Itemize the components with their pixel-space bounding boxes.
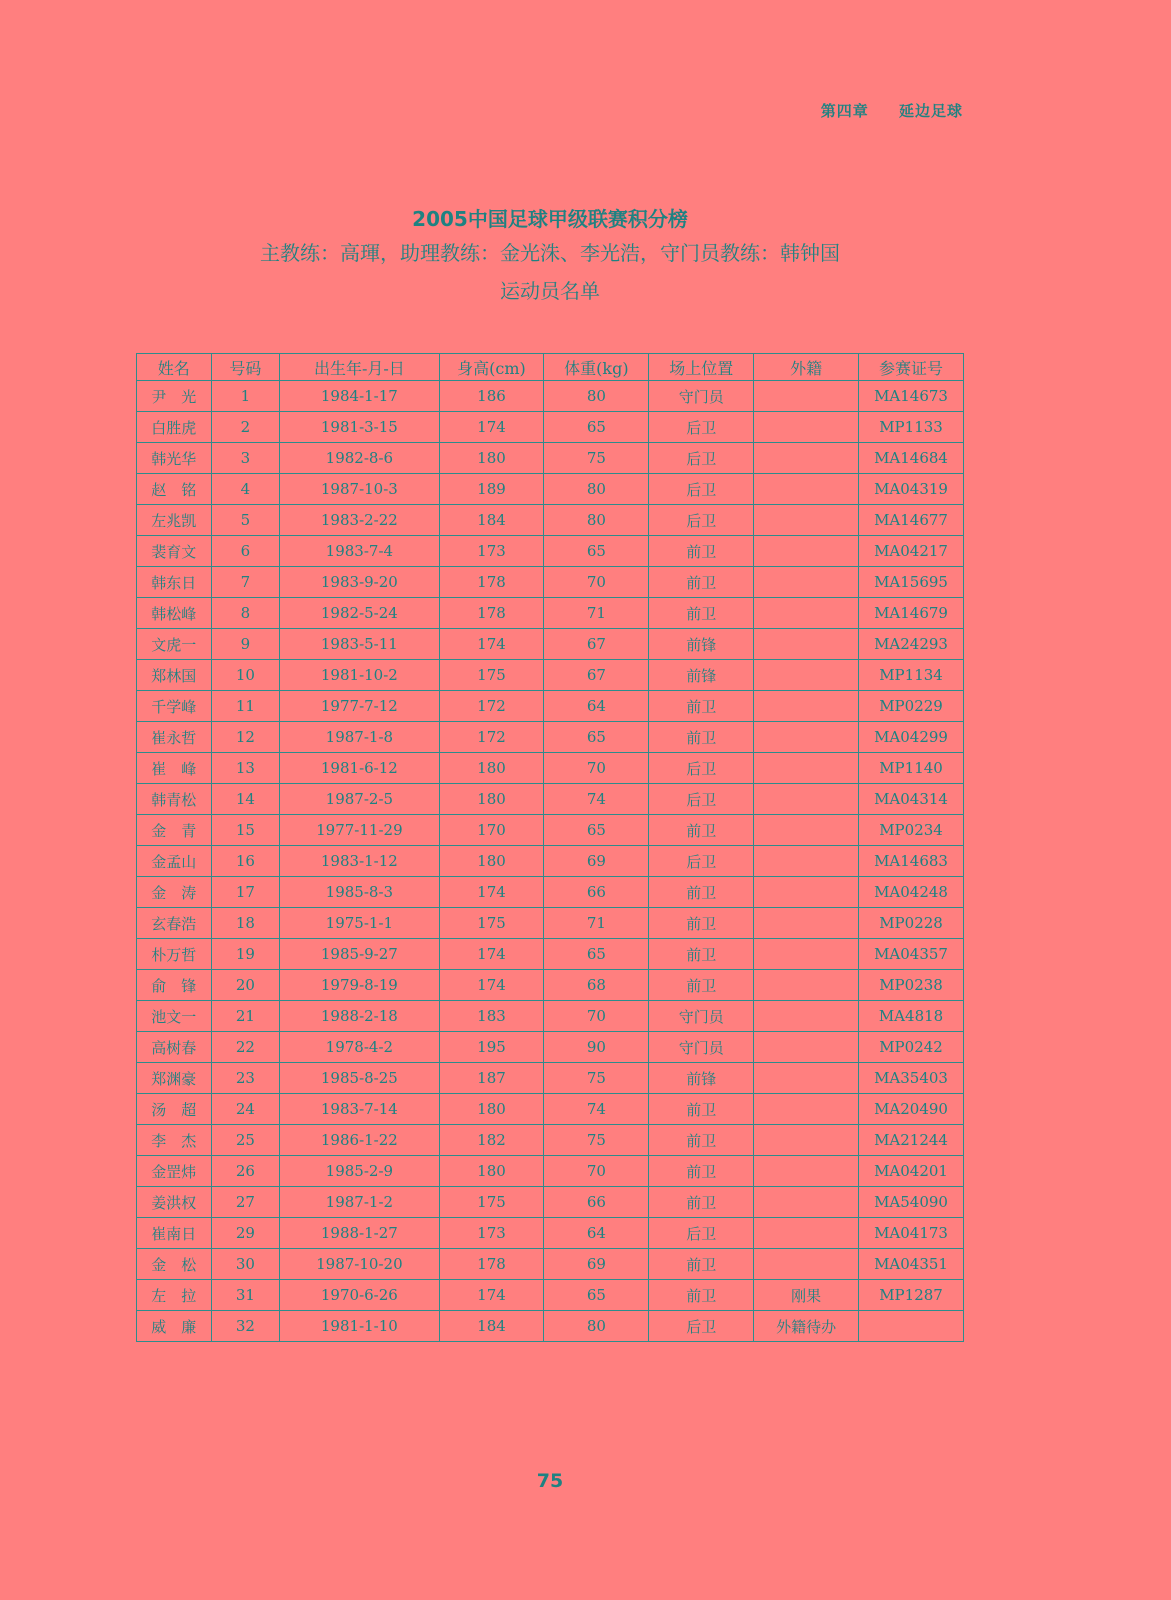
weight-cell: 70 <box>544 1001 649 1032</box>
weight-cell: 65 <box>544 412 649 443</box>
registration-number-cell: MA14684 <box>859 443 964 474</box>
weight-cell: 70 <box>544 1156 649 1187</box>
weight-cell: 65 <box>544 1280 649 1311</box>
player-number-cell: 9 <box>211 629 280 660</box>
table-row <box>137 381 964 412</box>
player-name-cell: 文虎一 <box>137 629 212 660</box>
nationality-cell <box>754 753 859 784</box>
birth-date-cell: 1987-1-8 <box>280 722 439 753</box>
position-cell: 后卫 <box>649 1218 754 1249</box>
height-cell: 180 <box>439 1094 544 1125</box>
birth-date-cell: 1985-2-9 <box>280 1156 439 1187</box>
height-cell: 174 <box>439 629 544 660</box>
player-number-cell: 32 <box>211 1311 280 1342</box>
player-name-cell: 汤 超 <box>137 1094 212 1125</box>
birth-date-cell: 1988-1-27 <box>280 1218 439 1249</box>
height-cell: 180 <box>439 443 544 474</box>
position-cell: 前卫 <box>649 877 754 908</box>
registration-number-cell: MP1140 <box>859 753 964 784</box>
position-cell: 后卫 <box>649 753 754 784</box>
table-row <box>137 660 964 691</box>
player-number-cell: 4 <box>211 474 280 505</box>
birth-date-cell: 1977-7-12 <box>280 691 439 722</box>
table-row <box>137 722 964 753</box>
weight-cell: 66 <box>544 1187 649 1218</box>
weight-cell: 70 <box>544 567 649 598</box>
registration-number-cell: MP0229 <box>859 691 964 722</box>
height-cell: 175 <box>439 908 544 939</box>
position-cell: 前卫 <box>649 722 754 753</box>
roster-table <box>136 353 964 1342</box>
nationality-cell: 外籍待办 <box>754 1311 859 1342</box>
player-number-cell: 15 <box>211 815 280 846</box>
height-cell: 174 <box>439 412 544 443</box>
coaches-line: 主教练：高琿，助理教练：金光洙、李光浩，守门员教练：韩钟国 <box>260 241 840 265</box>
height-cell: 173 <box>439 536 544 567</box>
registration-number-cell: MA21244 <box>859 1125 964 1156</box>
table-row <box>137 1187 964 1218</box>
table-row <box>137 939 964 970</box>
player-name-cell: 郑渊豪 <box>137 1063 212 1094</box>
table-row <box>137 598 964 629</box>
col-header-name: 姓名 <box>137 354 212 381</box>
registration-number-cell: MP1134 <box>859 660 964 691</box>
player-number-cell: 20 <box>211 970 280 1001</box>
col-header-number: 号码 <box>211 354 280 381</box>
col-header-position: 场上位置 <box>649 354 754 381</box>
height-cell: 184 <box>439 505 544 536</box>
height-cell: 189 <box>439 474 544 505</box>
player-name-cell: 高树春 <box>137 1032 212 1063</box>
weight-cell: 71 <box>544 598 649 629</box>
registration-number-cell: MA04217 <box>859 536 964 567</box>
position-cell: 后卫 <box>649 505 754 536</box>
position-cell: 后卫 <box>649 1311 754 1342</box>
table-row <box>137 784 964 815</box>
position-cell: 前卫 <box>649 939 754 970</box>
height-cell: 195 <box>439 1032 544 1063</box>
birth-date-cell: 1981-6-12 <box>280 753 439 784</box>
player-name-cell: 姜洪权 <box>137 1187 212 1218</box>
player-number-cell: 31 <box>211 1280 280 1311</box>
weight-cell: 80 <box>544 505 649 536</box>
table-row <box>137 536 964 567</box>
position-cell: 后卫 <box>649 784 754 815</box>
birth-date-cell: 1983-7-14 <box>280 1094 439 1125</box>
height-cell: 180 <box>439 753 544 784</box>
nationality-cell <box>754 1218 859 1249</box>
weight-cell: 90 <box>544 1032 649 1063</box>
registration-number-cell: MA04351 <box>859 1249 964 1280</box>
birth-date-cell: 1981-10-2 <box>280 660 439 691</box>
weight-cell: 69 <box>544 846 649 877</box>
player-name-cell: 金孟山 <box>137 846 212 877</box>
nationality-cell <box>754 1094 859 1125</box>
position-cell: 前卫 <box>649 1249 754 1280</box>
chapter-label: 第四章 <box>820 102 869 120</box>
position-cell: 前卫 <box>649 1156 754 1187</box>
nationality-cell <box>754 908 859 939</box>
height-cell: 184 <box>439 1311 544 1342</box>
table-row <box>137 1249 964 1280</box>
weight-cell: 69 <box>544 1249 649 1280</box>
player-number-cell: 2 <box>211 412 280 443</box>
player-number-cell: 21 <box>211 1001 280 1032</box>
table-row <box>137 877 964 908</box>
position-cell: 前锋 <box>649 629 754 660</box>
birth-date-cell: 1981-1-10 <box>280 1311 439 1342</box>
player-name-cell: 金 青 <box>137 815 212 846</box>
table-row <box>137 412 964 443</box>
roster-title: 运动员名单 <box>500 279 600 303</box>
position-cell: 后卫 <box>649 846 754 877</box>
height-cell: 178 <box>439 567 544 598</box>
position-cell: 前锋 <box>649 660 754 691</box>
registration-number-cell <box>859 1311 964 1342</box>
weight-cell: 71 <box>544 908 649 939</box>
table-row <box>137 1063 964 1094</box>
player-number-cell: 25 <box>211 1125 280 1156</box>
table-row <box>137 443 964 474</box>
position-cell: 前卫 <box>649 815 754 846</box>
weight-cell: 64 <box>544 1218 649 1249</box>
nationality-cell <box>754 1249 859 1280</box>
birth-date-cell: 1987-10-3 <box>280 474 439 505</box>
weight-cell: 74 <box>544 784 649 815</box>
weight-cell: 70 <box>544 753 649 784</box>
height-cell: 173 <box>439 1218 544 1249</box>
col-header-registration: 参赛证号 <box>859 354 964 381</box>
height-cell: 183 <box>439 1001 544 1032</box>
col-header-nationality: 外籍 <box>754 354 859 381</box>
table-row <box>137 1125 964 1156</box>
col-header-birthdate: 出生年-月-日 <box>280 354 439 381</box>
weight-cell: 66 <box>544 877 649 908</box>
birth-date-cell: 1981-3-15 <box>280 412 439 443</box>
player-number-cell: 18 <box>211 908 280 939</box>
height-cell: 172 <box>439 722 544 753</box>
player-name-cell: 千学峰 <box>137 691 212 722</box>
player-number-cell: 10 <box>211 660 280 691</box>
birth-date-cell: 1983-5-11 <box>280 629 439 660</box>
birth-date-cell: 1985-8-25 <box>280 1063 439 1094</box>
weight-cell: 80 <box>544 474 649 505</box>
table-row <box>137 1001 964 1032</box>
position-cell: 后卫 <box>649 443 754 474</box>
nationality-cell <box>754 784 859 815</box>
player-number-cell: 24 <box>211 1094 280 1125</box>
table-row <box>137 691 964 722</box>
birth-date-cell: 1975-1-1 <box>280 908 439 939</box>
position-cell: 守门员 <box>649 381 754 412</box>
registration-number-cell: MA35403 <box>859 1063 964 1094</box>
nationality-cell <box>754 1187 859 1218</box>
nationality-cell <box>754 660 859 691</box>
height-cell: 175 <box>439 660 544 691</box>
player-name-cell: 金 涛 <box>137 877 212 908</box>
player-number-cell: 11 <box>211 691 280 722</box>
position-cell: 前卫 <box>649 970 754 1001</box>
height-cell: 174 <box>439 970 544 1001</box>
weight-cell: 75 <box>544 443 649 474</box>
registration-number-cell: MA14683 <box>859 846 964 877</box>
player-name-cell: 金罡炜 <box>137 1156 212 1187</box>
table-row <box>137 1094 964 1125</box>
player-name-cell: 崔永哲 <box>137 722 212 753</box>
player-name-cell: 金 松 <box>137 1249 212 1280</box>
registration-number-cell: MA04314 <box>859 784 964 815</box>
birth-date-cell: 1985-8-3 <box>280 877 439 908</box>
height-cell: 178 <box>439 1249 544 1280</box>
birth-date-cell: 1983-1-12 <box>280 846 439 877</box>
table-row <box>137 970 964 1001</box>
birth-date-cell: 1978-4-2 <box>280 1032 439 1063</box>
birth-date-cell: 1988-2-18 <box>280 1001 439 1032</box>
weight-cell: 65 <box>544 722 649 753</box>
nationality-cell <box>754 722 859 753</box>
height-cell: 180 <box>439 846 544 877</box>
table-row <box>137 908 964 939</box>
registration-number-cell: MP0234 <box>859 815 964 846</box>
nationality-cell <box>754 412 859 443</box>
registration-number-cell: MP0242 <box>859 1032 964 1063</box>
player-number-cell: 26 <box>211 1156 280 1187</box>
table-row <box>137 567 964 598</box>
nationality-cell <box>754 939 859 970</box>
registration-number-cell: MA54090 <box>859 1187 964 1218</box>
registration-number-cell: MA24293 <box>859 629 964 660</box>
birth-date-cell: 1983-9-20 <box>280 567 439 598</box>
nationality-cell <box>754 1063 859 1094</box>
page-number: 75 <box>536 1470 564 1492</box>
table-row <box>137 815 964 846</box>
nationality-cell <box>754 1156 859 1187</box>
height-cell: 174 <box>439 1280 544 1311</box>
table-row <box>137 1218 964 1249</box>
weight-cell: 67 <box>544 629 649 660</box>
position-cell: 前卫 <box>649 536 754 567</box>
registration-number-cell: MA20490 <box>859 1094 964 1125</box>
table-row <box>137 1156 964 1187</box>
registration-number-cell: MA04299 <box>859 722 964 753</box>
height-cell: 175 <box>439 1187 544 1218</box>
birth-date-cell: 1977-11-29 <box>280 815 439 846</box>
player-name-cell: 韩东日 <box>137 567 212 598</box>
player-number-cell: 30 <box>211 1249 280 1280</box>
player-number-cell: 27 <box>211 1187 280 1218</box>
player-name-cell: 崔 峰 <box>137 753 212 784</box>
weight-cell: 75 <box>544 1063 649 1094</box>
nationality-cell <box>754 1001 859 1032</box>
weight-cell: 65 <box>544 536 649 567</box>
position-cell: 前卫 <box>649 598 754 629</box>
birth-date-cell: 1987-10-20 <box>280 1249 439 1280</box>
position-cell: 前卫 <box>649 1280 754 1311</box>
player-number-cell: 8 <box>211 598 280 629</box>
position-cell: 后卫 <box>649 412 754 443</box>
weight-cell: 64 <box>544 691 649 722</box>
weight-cell: 68 <box>544 970 649 1001</box>
player-number-cell: 7 <box>211 567 280 598</box>
weight-cell: 80 <box>544 1311 649 1342</box>
weight-cell: 65 <box>544 815 649 846</box>
player-name-cell: 左 拉 <box>137 1280 212 1311</box>
nationality-cell <box>754 443 859 474</box>
page-title: 2005中国足球甲级联赛积分榜 <box>412 207 688 231</box>
player-name-cell: 裴育文 <box>137 536 212 567</box>
position-cell: 前卫 <box>649 691 754 722</box>
birth-date-cell: 1982-8-6 <box>280 443 439 474</box>
registration-number-cell: MA14673 <box>859 381 964 412</box>
player-number-cell: 16 <box>211 846 280 877</box>
height-cell: 180 <box>439 784 544 815</box>
weight-cell: 74 <box>544 1094 649 1125</box>
nationality-cell <box>754 536 859 567</box>
player-name-cell: 韩光华 <box>137 443 212 474</box>
table-row <box>137 1032 964 1063</box>
nationality-cell <box>754 1125 859 1156</box>
nationality-cell <box>754 846 859 877</box>
player-name-cell: 韩松峰 <box>137 598 212 629</box>
player-name-cell: 赵 铭 <box>137 474 212 505</box>
table-row <box>137 753 964 784</box>
table-row <box>137 1311 964 1342</box>
player-name-cell: 郑林国 <box>137 660 212 691</box>
player-name-cell: 白胜虎 <box>137 412 212 443</box>
nationality-cell <box>754 598 859 629</box>
player-name-cell: 左兆凯 <box>137 505 212 536</box>
nationality-cell <box>754 474 859 505</box>
nationality-cell <box>754 505 859 536</box>
birth-date-cell: 1984-1-17 <box>280 381 439 412</box>
birth-date-cell: 1985-9-27 <box>280 939 439 970</box>
player-name-cell: 朴万哲 <box>137 939 212 970</box>
birth-date-cell: 1979-8-19 <box>280 970 439 1001</box>
position-cell: 前卫 <box>649 1187 754 1218</box>
table-row <box>137 629 964 660</box>
player-number-cell: 17 <box>211 877 280 908</box>
nationality-cell <box>754 815 859 846</box>
position-cell: 守门员 <box>649 1001 754 1032</box>
player-name-cell: 韩青松 <box>137 784 212 815</box>
table-header-row <box>137 354 964 381</box>
position-cell: 后卫 <box>649 474 754 505</box>
height-cell: 180 <box>439 1156 544 1187</box>
roster-body <box>137 381 964 1342</box>
player-number-cell: 13 <box>211 753 280 784</box>
registration-number-cell: MA4818 <box>859 1001 964 1032</box>
nationality-cell <box>754 1032 859 1063</box>
position-cell: 前卫 <box>649 1094 754 1125</box>
player-number-cell: 1 <box>211 381 280 412</box>
birth-date-cell: 1986-1-22 <box>280 1125 439 1156</box>
player-name-cell: 威 廉 <box>137 1311 212 1342</box>
birth-date-cell: 1987-1-2 <box>280 1187 439 1218</box>
birth-date-cell: 1983-7-4 <box>280 536 439 567</box>
birth-date-cell: 1982-5-24 <box>280 598 439 629</box>
weight-cell: 67 <box>544 660 649 691</box>
position-cell: 前卫 <box>649 567 754 598</box>
nationality-cell <box>754 381 859 412</box>
nationality-cell: 刚果 <box>754 1280 859 1311</box>
registration-number-cell: MP1287 <box>859 1280 964 1311</box>
player-number-cell: 6 <box>211 536 280 567</box>
birth-date-cell: 1987-2-5 <box>280 784 439 815</box>
weight-cell: 75 <box>544 1125 649 1156</box>
player-number-cell: 14 <box>211 784 280 815</box>
table-row <box>137 846 964 877</box>
weight-cell: 80 <box>544 381 649 412</box>
player-name-cell: 俞 锋 <box>137 970 212 1001</box>
birth-date-cell: 1970-6-26 <box>280 1280 439 1311</box>
player-number-cell: 3 <box>211 443 280 474</box>
player-number-cell: 5 <box>211 505 280 536</box>
position-cell: 前卫 <box>649 908 754 939</box>
birth-date-cell: 1983-2-22 <box>280 505 439 536</box>
height-cell: 178 <box>439 598 544 629</box>
col-header-height: 身高(cm) <box>439 354 544 381</box>
registration-number-cell: MP0228 <box>859 908 964 939</box>
player-name-cell: 崔南日 <box>137 1218 212 1249</box>
player-number-cell: 19 <box>211 939 280 970</box>
nationality-cell <box>754 567 859 598</box>
running-head <box>821 100 963 121</box>
height-cell: 174 <box>439 877 544 908</box>
registration-number-cell: MA04173 <box>859 1218 964 1249</box>
position-cell: 前锋 <box>649 1063 754 1094</box>
player-number-cell: 12 <box>211 722 280 753</box>
player-name-cell: 玄春浩 <box>137 908 212 939</box>
player-name-cell: 李 杰 <box>137 1125 212 1156</box>
col-header-weight: 体重(kg) <box>544 354 649 381</box>
position-cell: 守门员 <box>649 1032 754 1063</box>
nationality-cell <box>754 691 859 722</box>
height-cell: 174 <box>439 939 544 970</box>
registration-number-cell: MA04319 <box>859 474 964 505</box>
height-cell: 187 <box>439 1063 544 1094</box>
registration-number-cell: MA14677 <box>859 505 964 536</box>
player-number-cell: 22 <box>211 1032 280 1063</box>
player-number-cell: 29 <box>211 1218 280 1249</box>
height-cell: 182 <box>439 1125 544 1156</box>
registration-number-cell: MA04357 <box>859 939 964 970</box>
position-cell: 前卫 <box>649 1125 754 1156</box>
height-cell: 170 <box>439 815 544 846</box>
registration-number-cell: MP0238 <box>859 970 964 1001</box>
player-name-cell: 尹 光 <box>137 381 212 412</box>
table-row <box>137 474 964 505</box>
height-cell: 172 <box>439 691 544 722</box>
registration-number-cell: MA04201 <box>859 1156 964 1187</box>
registration-number-cell: MP1133 <box>859 412 964 443</box>
registration-number-cell: MA15695 <box>859 567 964 598</box>
height-cell: 186 <box>439 381 544 412</box>
player-number-cell: 23 <box>211 1063 280 1094</box>
nationality-cell <box>754 970 859 1001</box>
weight-cell: 65 <box>544 939 649 970</box>
nationality-cell <box>754 629 859 660</box>
registration-number-cell: MA04248 <box>859 877 964 908</box>
title-block <box>0 204 1100 310</box>
registration-number-cell: MA14679 <box>859 598 964 629</box>
table-row <box>137 505 964 536</box>
table-row <box>137 1280 964 1311</box>
player-name-cell: 池文一 <box>137 1001 212 1032</box>
section-label: 延边足球 <box>898 102 963 120</box>
nationality-cell <box>754 877 859 908</box>
